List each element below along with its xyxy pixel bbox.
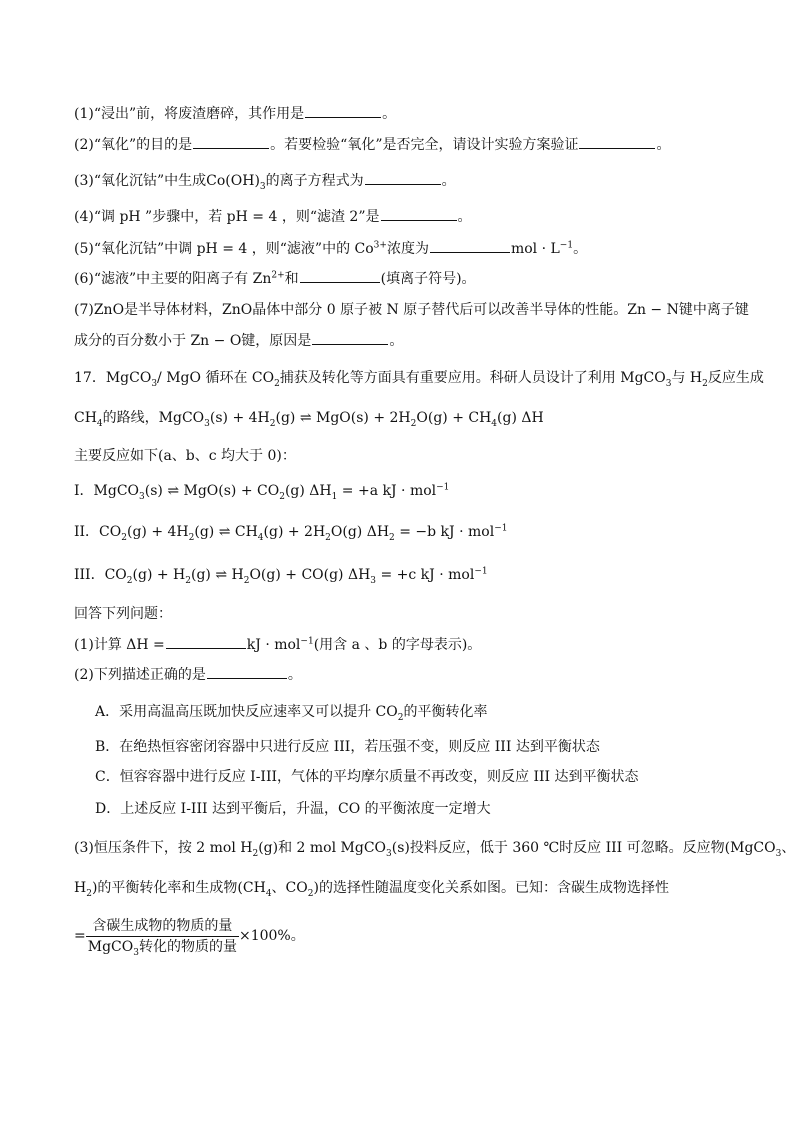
reaction-text: (s) ⇌ MgO(s) + CO [144, 483, 280, 499]
q17-part2 [74, 664, 302, 685]
q16-part3-mid: 的离子方程式为 [265, 173, 364, 189]
q16-part7-line1: (7)ZnO是半导体材料，ZnO晶体中部分 0 原子被 N 原子替代后可以改善半导体的性能。Zn − N键中离子键 [74, 302, 749, 318]
q17-text: / MgO 循环在 CO [157, 370, 275, 386]
option-a-text: 的平衡转化率 [403, 704, 488, 720]
subscript: 2 [243, 575, 250, 586]
q16-part4-text: (4)“调 pH ”步骤中，若 pH = 4 ，则“滤渣 2”是 [74, 209, 380, 225]
subscript: 3 [665, 378, 672, 389]
unit: kJ · mol [246, 637, 301, 653]
q17-intro-line1 [74, 368, 764, 388]
fraction-denominator [86, 937, 239, 956]
q17-part3-text: (s)投料反应，低于 360 ℃时反应 III 可忽略。反应物(MgCO [391, 840, 776, 856]
q17-text: 的路线，MgCO [102, 410, 205, 426]
answer-blank [365, 170, 441, 185]
reaction-text: (g) + 2H [263, 524, 326, 540]
q17-text: O(g) + CH [416, 410, 492, 426]
q17-part3-text: 、CO [271, 880, 308, 896]
q17-text: (g) ΔH [497, 410, 544, 426]
q17-main-reactions-heading: 主要反应如下(a、b、c 均大于 0)： [74, 448, 296, 464]
q17-part2-end: 。 [287, 667, 302, 683]
reaction-text: II．CO [74, 524, 122, 540]
subscript: 2 [279, 491, 285, 502]
q17-part3-text: (3)恒压条件下，按 2 mol H [74, 840, 253, 856]
q17-text: (g) ⇌ MgO(s) + 2H [275, 410, 411, 426]
option-b: B．在绝热恒容密闭容器中只进行反应 III，若压强不变，则反应 III 达到平衡状态 [95, 739, 600, 755]
q16-part7-line2 [74, 330, 403, 351]
reaction-text: (g) ΔH [284, 483, 332, 499]
reaction-text: = +a kJ · mol [337, 483, 437, 499]
q17-part3-line1 [74, 838, 795, 858]
subscript: 4 [265, 888, 272, 899]
q17-part3-text: H [74, 880, 87, 896]
q17-part3-text: )的平衡转化率和生成物(CH [91, 880, 266, 896]
answer-blank [166, 634, 246, 649]
reaction-text: = −b kJ · mol [394, 524, 495, 540]
equals-sign: = [74, 928, 86, 944]
subscript: 4 [96, 418, 103, 429]
reaction-text: (g) ⇌ H [190, 567, 244, 583]
subscript: 3 [139, 491, 145, 502]
subscript: 3 [370, 575, 377, 586]
q16-part4 [74, 206, 472, 227]
subscript: 2 [86, 888, 92, 899]
percent-suffix: ×100%。 [238, 928, 305, 944]
answer-blank [312, 330, 388, 345]
option-a-text: A．采用高温高压既加快反应速率又可以提升 CO [95, 704, 398, 720]
answer-blank [193, 134, 269, 149]
subscript: 2 [389, 532, 395, 543]
reaction-text: I．MgCO [74, 483, 140, 499]
q16-part3-text: (3)“氧化沉钴”中生成 [74, 173, 207, 189]
q16-part6-end: (填离子符号)。 [380, 271, 476, 287]
q16-part1-end: 。 [382, 106, 397, 122]
q17-part1-end: (用含 a 、b 的字母表示)。 [313, 637, 482, 653]
subscript: 2 [274, 378, 280, 389]
subscript: 2 [252, 848, 259, 859]
superscript: −1 [474, 566, 488, 577]
reaction-text: O(g) + CO(g) ΔH [249, 567, 371, 583]
formula: Co(OH) [206, 173, 260, 189]
answer-blank [430, 238, 510, 253]
superscript: 3+ [373, 240, 387, 251]
q17-part3-text: )的选择性随温度变化关系如图。已知：含碳生成物选择性 [313, 880, 669, 896]
q16-part2-mid: 。若要检验“氧化”是否完全，请设计实验方案验证 [270, 137, 579, 153]
q16-part2-text: (2)“氧化”的目的是 [74, 137, 193, 153]
q17-part1 [74, 634, 481, 655]
q16-part3-end: 。 [441, 173, 456, 189]
reaction-text: = +c kJ · mol [376, 567, 475, 583]
subscript: 3 [204, 418, 210, 429]
superscript: −1 [494, 523, 508, 534]
superscript: −1 [300, 636, 314, 647]
q17-part3-text: (g)和 2 mol MgCO [258, 840, 387, 856]
q17-text: CH [74, 410, 97, 426]
q16-part1 [74, 103, 396, 124]
q17-text: 17．MgCO [74, 370, 152, 386]
reaction-text: III．CO [74, 567, 127, 583]
reaction-text: (g) + 4H [126, 524, 189, 540]
q17-part3-line2 [74, 878, 669, 898]
q16-part6 [74, 268, 476, 289]
subscript: 2 [307, 888, 314, 899]
subscript: 4 [257, 532, 264, 543]
subscript: 3 [386, 848, 392, 859]
subscript: 3 [133, 947, 139, 958]
q16-part5 [74, 238, 587, 259]
subscript: 2 [325, 532, 331, 543]
option-d: D．上述反应 I-III 达到平衡后，升温，CO 的平衡浓度一定增大 [95, 801, 491, 817]
option-a [95, 702, 487, 722]
q16-part7-end: 。 [389, 333, 404, 349]
q16-part5-end: 。 [573, 241, 588, 257]
reaction-text: (g) + H [132, 567, 186, 583]
subscript: 2 [126, 575, 133, 586]
answer-blank [579, 134, 655, 149]
reaction-1 [74, 481, 449, 501]
q17-answer-heading: 回答下列问题： [74, 606, 172, 622]
option-c: C．恒容容器中进行反应 I-III，气体的平均摩尔质量不再改变，则反应 III 达到平衡状态 [95, 769, 639, 785]
subscript: 2 [269, 418, 276, 429]
superscript: 2+ [271, 270, 285, 281]
answer-blank [381, 206, 457, 221]
subscript: 2 [397, 712, 404, 723]
q16-part5-text: (5)“氧化沉钴”中调 pH = 4 ，则“滤液”中的 Co [74, 241, 374, 257]
q17-text: 反应生成 [707, 370, 764, 386]
subscript: 2 [121, 532, 127, 543]
unit: mol · L [510, 241, 560, 257]
q16-part4-end: 。 [457, 209, 472, 225]
q17-text: (s) + 4H [209, 410, 270, 426]
q17-intro-line2 [74, 408, 544, 428]
q16-part6-mid: 和 [284, 271, 299, 287]
subscript: 4 [491, 418, 498, 429]
subscript: 2 [185, 575, 191, 586]
answer-blank [207, 664, 287, 679]
q17-part3-text: 、 [781, 840, 795, 856]
q16-part6-text: (6)“滤液”中主要的阳离子有 Zn [74, 271, 272, 287]
q16-part7-text: 成分的百分数小于 Zn − O键，原因是 [74, 333, 312, 349]
superscript: −1 [559, 240, 574, 251]
q17-part1-text: (1)计算 ΔH = [74, 637, 165, 653]
reaction-text: (g) ⇌ CH [194, 524, 258, 540]
superscript: −1 [436, 482, 450, 493]
subscript: 2 [188, 532, 195, 543]
formula: MgCO [87, 938, 134, 955]
fraction-denominator-text: 转化的物质的量 [138, 938, 237, 955]
subscript: 3 [151, 378, 158, 389]
q16-part2-end: 。 [656, 137, 671, 153]
q16-part5-mid: 浓度为 [386, 241, 429, 257]
answer-blank [305, 103, 381, 118]
subscript: 2 [702, 378, 708, 389]
fraction-numerator: 含碳生成物的物质的量 [86, 917, 239, 937]
reaction-3 [74, 565, 488, 585]
fraction [86, 917, 239, 956]
q16-part2 [74, 134, 670, 155]
subscript: 3 [259, 181, 266, 192]
subscript: 1 [331, 491, 338, 502]
selectivity-formula [74, 916, 305, 956]
subscript: 2 [410, 418, 417, 429]
q16-part3 [74, 170, 456, 191]
q16-part1-text: (1)“浸出”前，将废渣磨碎，其作用是 [74, 106, 305, 122]
q17-text: 捕获及转化等方面具有重要应用。科研人员设计了利用 MgCO [279, 370, 666, 386]
reaction-text: O(g) ΔH [330, 524, 390, 540]
q17-part2-text: (2)下列描述正确的是 [74, 667, 206, 683]
reaction-2 [74, 522, 507, 542]
answer-blank [300, 268, 380, 283]
subscript: 3 [775, 848, 782, 859]
q17-text: 与 H [671, 370, 703, 386]
